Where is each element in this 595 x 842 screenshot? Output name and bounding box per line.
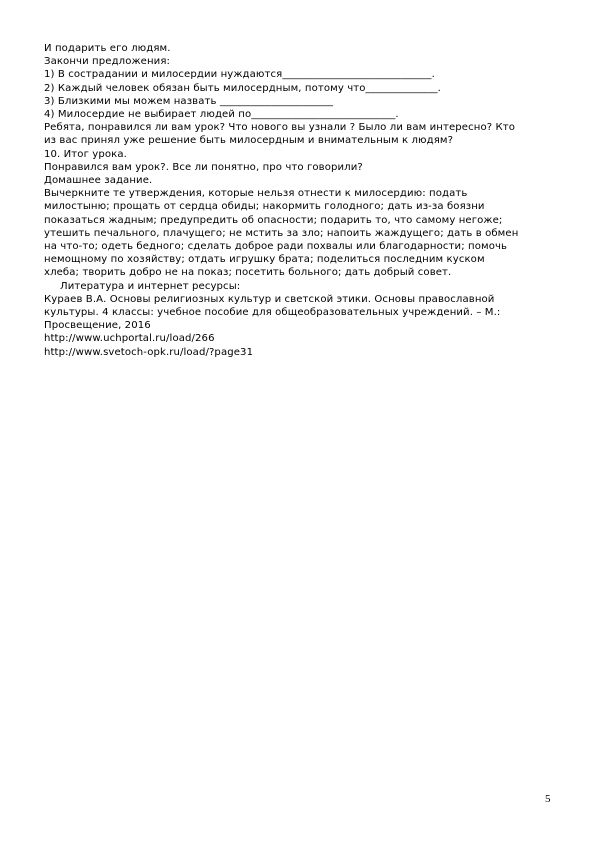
section-heading: Домашнее задание. [44, 175, 153, 187]
page-content [44, 42, 564, 359]
text-line: 4) Милосердие не выбирает людей по____________________________. [44, 109, 399, 121]
text-line: Закончи предложения: [44, 56, 171, 68]
text-line: Вычеркните те утверждения, которые нельзя отнести к милосердию: подать [44, 188, 468, 200]
text-line: хлеба; творить добро не на показ; посетить больного; дать добрый совет. [44, 267, 452, 279]
page-number: 5 [545, 793, 551, 805]
resource-line: Просвещение, 2016 [44, 320, 151, 332]
text-line: Понравился вам урок?. Все ли понятно, про что говорили? [44, 161, 363, 173]
text-line: милостыню; прощать от сердца обиды; накормить голодного; дать из-за боязни [44, 201, 485, 213]
resource-line: Кураев В.А. Основы религиозных культур и светской этики. Основы православной [44, 293, 495, 305]
resource-link[interactable]: http://www.svetoch-opk.ru/load/?page31 [44, 346, 254, 358]
text-line: 2) Каждый человек обязан быть милосердным, потому что______________. [44, 82, 441, 94]
resource-line: культуры. 4 классы: учебное пособие для общеобразовательных учреждений. – М.: [44, 307, 501, 319]
text-line: из вас принял уже решение быть милосердным и внимательным к людям? [44, 135, 454, 147]
text-line: показаться жадным; предупредить об опасности; подарить то, что самому негоже; [44, 214, 503, 226]
text-line: 1) В сострадании и милосердии нуждаются_____________________________. [44, 69, 435, 81]
resource-link[interactable]: http://www.uchportal.ru/load/266 [44, 333, 215, 345]
text-line: утешить печального, плачущего; не мстить за зло; напоить жаждущего; дать в обмен [44, 227, 519, 239]
text-line: И подарить его людям. [44, 43, 171, 54]
text-line: на что-то; одеть бедного; сделать доброе ради похвалы или благодарности; помочь [44, 241, 508, 253]
text-line: немощному по хозяйству; отдать игрушку брата; поделиться последним куском [44, 254, 485, 266]
text-line: 3) Близкими мы можем назвать ______________________ [44, 95, 334, 107]
resources-heading: Литература и интернет ресурсы: [60, 280, 241, 292]
section-heading: 10. Итог урока. [44, 148, 127, 160]
text-line: Ребята, понравился ли вам урок? Что нового вы узнали ? Было ли вам интересно? Кто [44, 122, 516, 134]
